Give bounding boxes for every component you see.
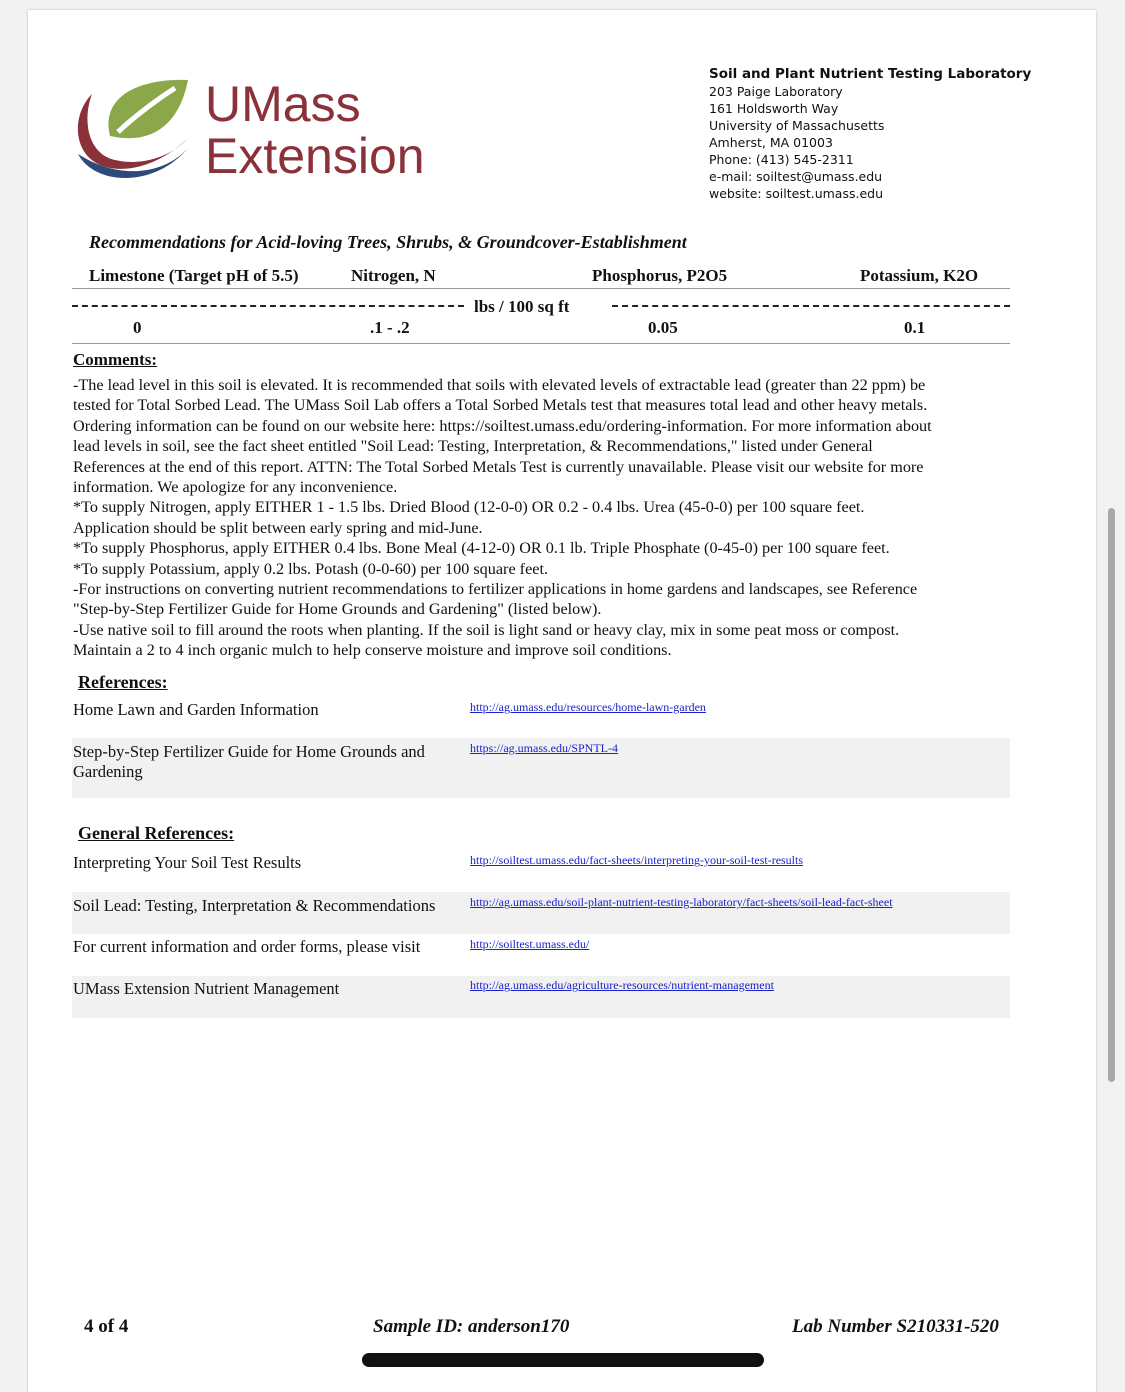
logo-line-extension: Extension — [205, 128, 425, 184]
comments-body — [73, 375, 1013, 661]
comment-line: "Step-by-Step Fertilizer Guide for Home Grounds and Gardening" (listed below). — [73, 600, 602, 619]
comment-line: *To supply Potassium, apply 0.2 lbs. Potash (0-0-60) per 100 square feet. — [73, 559, 548, 578]
lab-phone: Phone: (413) 545-2311 — [709, 152, 854, 167]
page-number: 4 of 4 — [84, 1316, 129, 1337]
comment-line: -The lead level in this soil is elevated. It is recommended that soils with elevated levels of extractable lead (greater than 22 ppm) be — [73, 376, 926, 394]
references-heading: References: — [78, 672, 168, 692]
lab-address-block — [709, 66, 1031, 202]
phosphorus-header: Phosphorus, P2O5 — [592, 266, 728, 285]
reference-name: Soil Lead: Testing, Interpretation & Recommendations — [73, 896, 436, 915]
general-reference-row — [72, 976, 1010, 1018]
reference-name: For current information and order forms, please visit — [73, 937, 421, 956]
logo-line-umass: UMass — [205, 76, 361, 132]
general-references-heading: General References: — [78, 823, 235, 843]
units-label: lbs / 100 sq ft — [474, 297, 570, 316]
home-indicator-bar[interactable] — [362, 1353, 764, 1367]
scrollbar-track-thumb[interactable] — [1108, 508, 1115, 1082]
reference-link[interactable]: http://soiltest.umass.edu/ — [470, 937, 590, 951]
comment-line: lead levels in soil, see the fact sheet entitled "Soil Lead: Testing, Interpretation, & Recommendations," listed under General — [73, 437, 873, 456]
reference-name: Step-by-Step Fertilizer Guide for Home Grounds and Gardening — [73, 742, 425, 781]
general-reference-row — [72, 892, 1010, 934]
comment-line: -Use native soil to fill around the roots when planting. If the soil is light sand or heavy clay, mix in some peat moss or compost. — [73, 620, 900, 639]
limestone-header: Limestone (Target pH of 5.5) — [89, 266, 299, 285]
lab-number: Lab Number S210331-520 — [792, 1316, 999, 1337]
comment-line: *To supply Nitrogen, apply EITHER 1 - 1.5 lbs. Dried Blood (12-0-0) OR 0.2 - 0.4 lbs. Urea (45-0-0) per 100 square feet. — [73, 498, 865, 517]
general-reference-row — [72, 853, 1010, 891]
comment-line: References at the end of this report. ATTN: The Total Sorbed Metals Test is currently unavailable. Please visit our website for more — [73, 457, 924, 476]
reference-link[interactable]: http://ag.umass.edu/resources/home-lawn-garden — [470, 700, 706, 714]
comment-line: -For instructions on converting nutrient recommendations to fertilizer applications in home gardens and landscapes, see Reference — [73, 580, 918, 599]
comment-line: Ordering information can be found on our website here: https://soiltest.umass.edu/ordering-information. For more information about — [73, 416, 932, 435]
reference-name: Home Lawn and Garden Information — [73, 700, 319, 719]
potassium-header: Potassium, K2O — [860, 266, 979, 285]
general-reference-row — [72, 937, 1010, 975]
lab-title: Soil and Plant Nutrient Testing Laboratory — [709, 66, 1032, 82]
sample-id: Sample ID: anderson170 — [373, 1316, 570, 1337]
lab-address-line: 203 Paige Laboratory — [709, 84, 843, 99]
reference-row — [72, 738, 1010, 798]
reference-link[interactable]: http://ag.umass.edu/agriculture-resources/nutrient-management — [470, 978, 774, 992]
comments-heading: Comments: — [73, 350, 158, 369]
values-divider — [72, 343, 1010, 344]
reference-link[interactable]: https://ag.umass.edu/SPNTL-4 — [470, 741, 618, 755]
nitrogen-value: .1 - .2 — [370, 318, 410, 337]
recommendations-title: Recommendations for Acid-loving Trees, Shrubs, & Groundcover-Establishment — [89, 232, 687, 252]
comment-line: *To supply Phosphorus, apply EITHER 0.4 lbs. Bone Meal (4-12-0) OR 0.1 lb. Triple Phosphate (0-45-0) per 100 square feet. — [73, 539, 890, 558]
comment-line: tested for Total Sorbed Lead. The UMass Soil Lab offers a Total Sorbed Metals test that measures total lead and other heavy metals. — [73, 396, 928, 415]
lab-address-line: 161 Holdsworth Way — [709, 101, 839, 116]
reference-name: Interpreting Your Soil Test Results — [73, 853, 302, 872]
reference-row — [72, 700, 1010, 736]
lab-address-line: Amherst, MA 01003 — [709, 135, 833, 150]
reference-link[interactable]: http://ag.umass.edu/soil-plant-nutrient-testing-laboratory/fact-sheets/soil-lead-fact-sheet — [470, 895, 893, 909]
lab-address-line: University of Massachusetts — [709, 118, 885, 133]
potassium-value: 0.1 — [904, 318, 926, 337]
nitrogen-header: Nitrogen, N — [351, 266, 436, 285]
units-dash-right — [612, 305, 1010, 307]
reference-name: UMass Extension Nutrient Management — [73, 979, 340, 998]
comment-line: Maintain a 2 to 4 inch organic mulch to help conserve moisture and improve soil conditions. — [73, 641, 672, 660]
units-dash-left — [72, 305, 464, 307]
header-divider — [72, 288, 1010, 289]
logo-wordmark — [205, 78, 425, 182]
limestone-value: 0 — [133, 318, 142, 337]
comment-line: information. We apologize for any inconvenience. — [73, 478, 398, 497]
lab-email: e-mail: soiltest@umass.edu — [709, 169, 883, 184]
comment-line: Application should be split between early spring and mid-June. — [73, 518, 483, 537]
lab-website: website: soiltest.umass.edu — [709, 186, 883, 201]
phosphorus-value: 0.05 — [648, 318, 678, 337]
reference-link[interactable]: http://soiltest.umass.edu/fact-sheets/interpreting-your-soil-test-results — [470, 853, 804, 867]
